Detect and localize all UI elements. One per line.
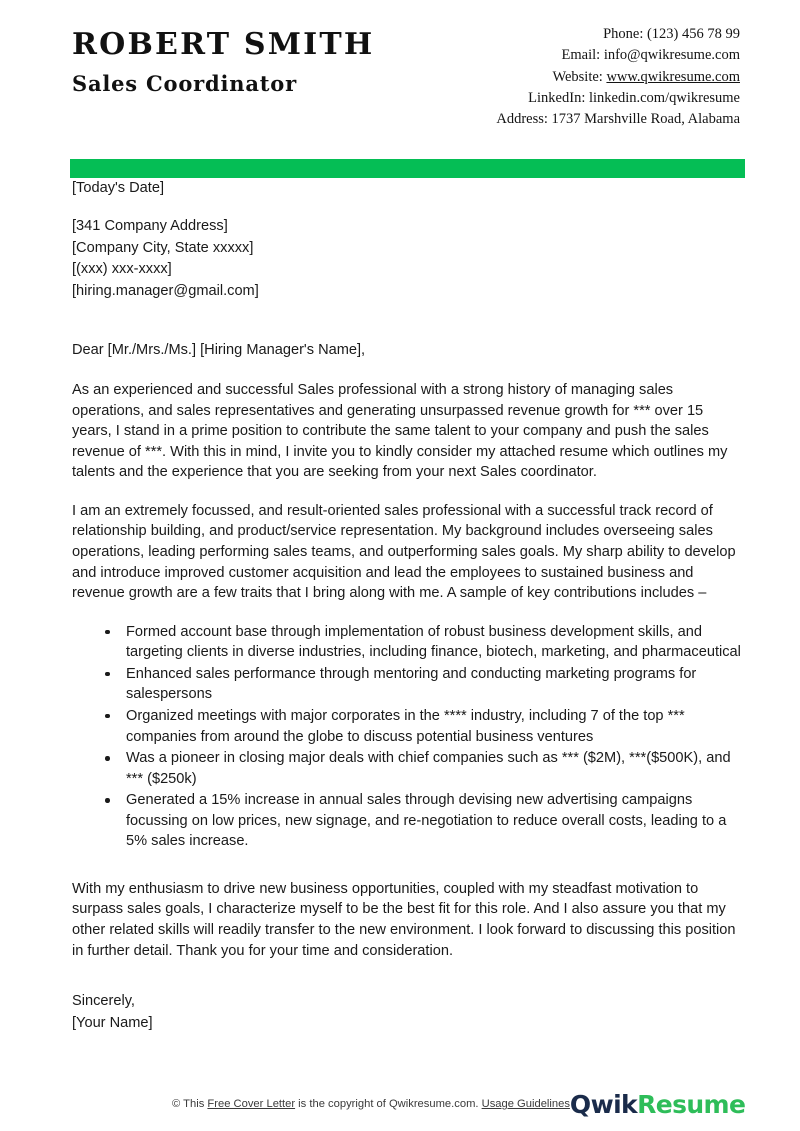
contact-website-label: Website: [552, 68, 607, 85]
key-contributions-list [72, 622, 745, 852]
candidate-job-title: Sales Coordinator [72, 70, 297, 96]
header-identity [72, 24, 374, 96]
letter-date: [Today's Date] [72, 179, 165, 196]
contact-website [496, 67, 740, 88]
list-item: Was a pioneer in closing major deals with chief companies such as *** ($2M), ***($500K), and *** ($250k) [105, 748, 745, 789]
logo-text-resume: Resume [637, 1090, 746, 1119]
salutation: Dear [Mr./Mrs./Ms.] [Hiring Manager's Name], [72, 342, 366, 359]
footer-copyright-prefix: © This [172, 1098, 208, 1111]
recipient-address-line: [(xxx) xxx-xxxx] [72, 261, 172, 278]
contact-phone: Phone: (123) 456 78 99 [603, 26, 740, 42]
list-item: Enhanced sales performance through mentoring and conducting marketing programs for salespersons [105, 664, 745, 705]
contact-address: Address: 1737 Marshville Road, Alabama [496, 111, 740, 128]
qwikresume-logo[interactable] [570, 1092, 745, 1117]
list-item: Formed account base through implementation of robust business development skills, and targeting clients in diverse industries, including finance, biotech, marketing, and pharmaceutical [105, 622, 745, 663]
signoff-block [72, 961, 745, 1035]
footer-copyright-middle: is the copyright of Qwikresume.com. [295, 1098, 482, 1111]
logo-text-qwik: Qwik [569, 1090, 638, 1119]
closing-salutation: Sincerely, [72, 993, 135, 1010]
body-paragraph-1: As an experienced and successful Sales professional with a strong history of managing sales operations, and sales representatives and generating unsurpassed revenue growth for *** over 15 years, I stand in a prime position to contribute the same talent to your company and push the sales revenue of ***. With this in mind, I invite you to kindly consider my attached resume which outlines my talents and the experience that you are seeking from your next Sales coordinator. [72, 382, 728, 481]
footer-copyright [172, 1097, 570, 1112]
recipient-address-block [72, 199, 745, 302]
candidate-name: ROBERT SMITH [72, 27, 375, 62]
recipient-address-line: [Company City, State xxxxx] [72, 239, 254, 256]
letter-body [0, 131, 800, 1035]
list-item: Generated a 15% increase in annual sales through devising new advertising campaigns focussing on low prices, new signage, and re-negotiation to reduce overall costs, leading to a 5% sales increase. [105, 790, 745, 852]
contact-website-link[interactable]: www.qwikresume.com [606, 68, 740, 85]
signature-name: [Your Name] [72, 1015, 153, 1032]
body-paragraph-3: With my enthusiasm to drive new business opportunities, coupled with my steadfast motivation to surpass sales goals, I characterize myself to be the best fit for this role. And I also assure you that my other related skills will readily transfer to the new environment. I look forward to discussing this position in further detail. Thank you for your time and consideration. [72, 880, 736, 959]
usage-guidelines-link[interactable]: Usage Guidelines [481, 1098, 570, 1111]
contact-details [496, 24, 740, 131]
recipient-address-line: [341 Company Address] [72, 218, 228, 235]
recipient-address-line: [hiring.manager@gmail.com] [72, 282, 259, 299]
contact-linkedin: LinkedIn: linkedin.com/qwikresume [528, 89, 740, 106]
letter-header [0, 0, 800, 131]
body-paragraph-2: I am an extremely focussed, and result-oriented sales professional with a successful track record of relationship building, and product/service representation. My background includes overseeing sales operations, leading performing sales teams, and outperforming sales goals. My sharp ability to develop and introduce improved customer acquisition and lead the employees to sustained business and revenue growth are a few traits that I bring along with me. A sample of key contributions includes – [72, 502, 736, 602]
contact-email: Email: info@qwikresume.com [561, 47, 740, 64]
accent-bar [70, 159, 745, 178]
list-item: Organized meetings with major corporates in the **** industry, including 7 of the top *** companies from around the globe to discuss potential business ventures [105, 706, 745, 747]
free-cover-letter-link[interactable]: Free Cover Letter [207, 1098, 296, 1111]
page-footer [0, 1092, 800, 1117]
